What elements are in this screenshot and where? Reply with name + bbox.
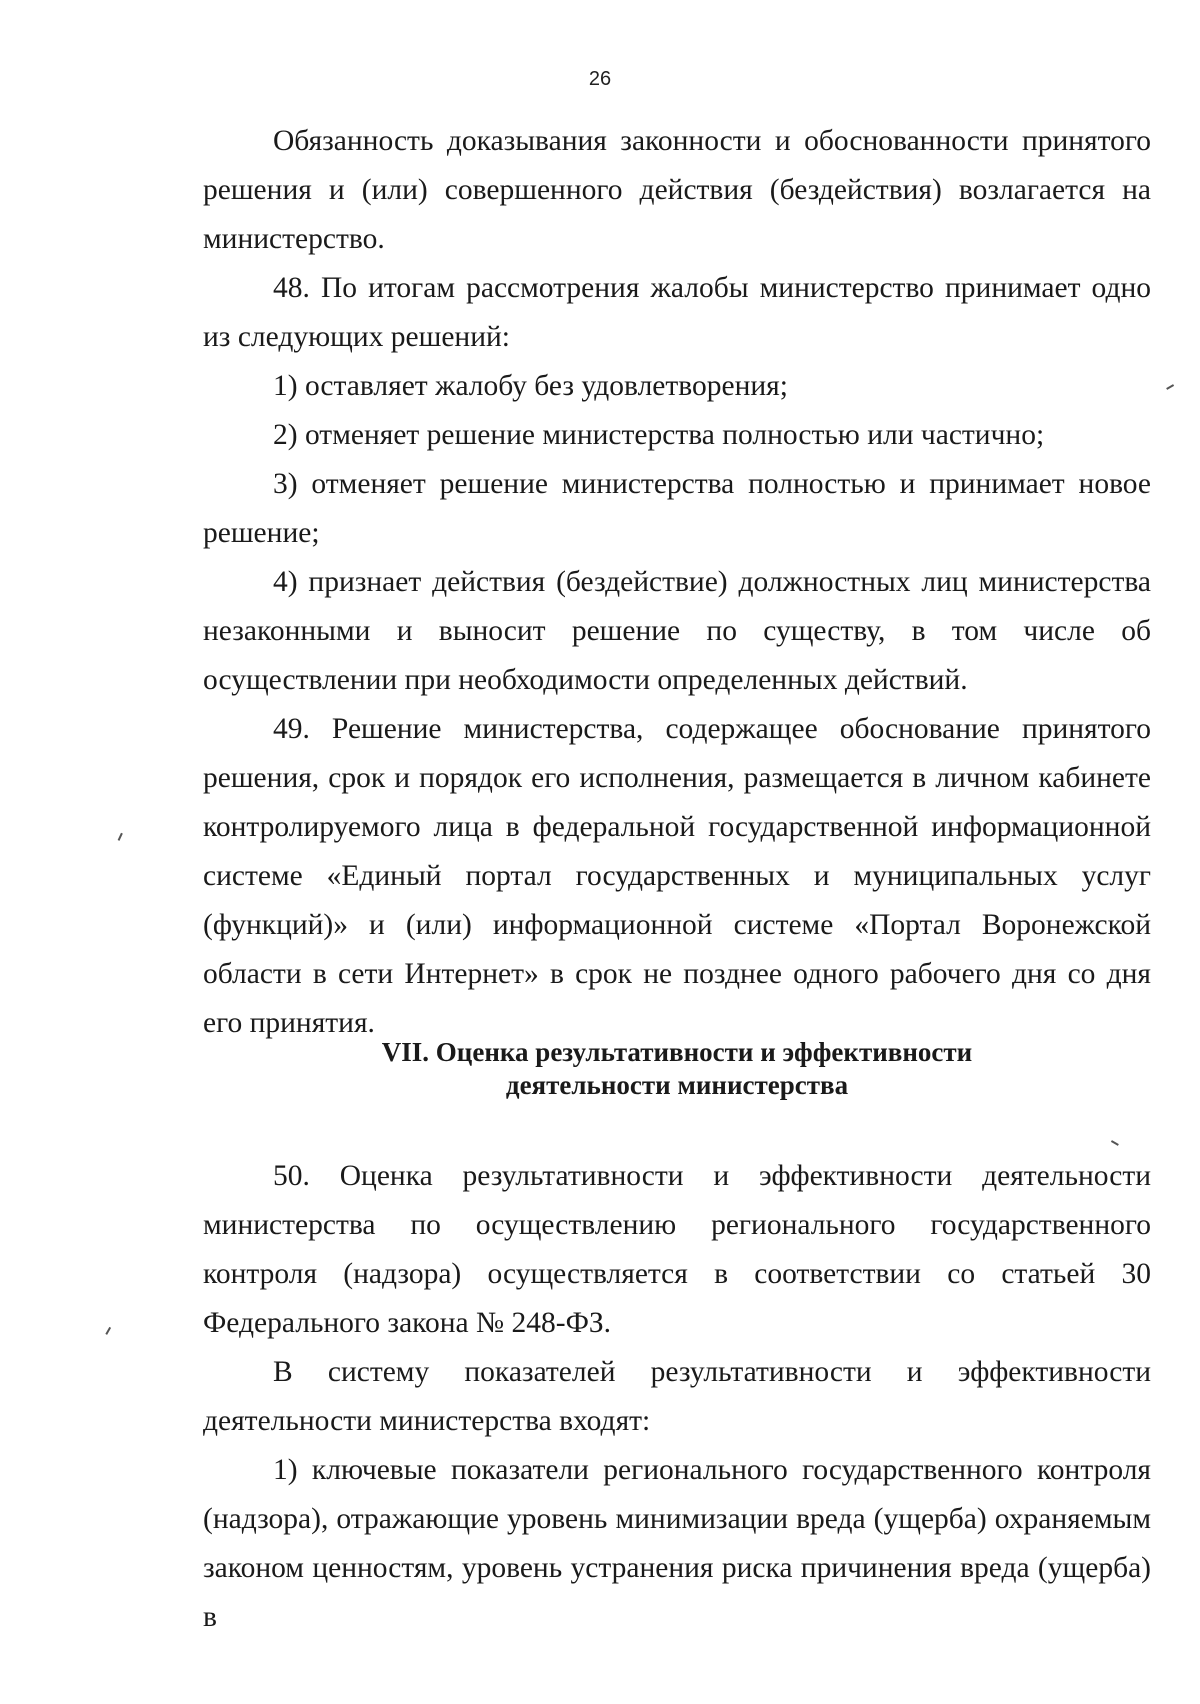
scan-mark: [118, 833, 123, 841]
scan-mark: [1111, 1140, 1119, 1145]
paragraph-burden-of-proof: Обязанность доказывания законности и обоснованности принятого решения и (или) совершенного действия (бездействия) возлагается на министерство.: [203, 125, 1151, 255]
paragraph-50: 50. Оценка результативности и эффективности деятельности министерства по осуществлению регионального государственного контроля (надзора) осуществляется в соответствии со статьей 30 Федерального закона № 248-ФЗ.: [203, 1160, 1151, 1339]
body-text-bottom: [203, 1152, 1151, 1642]
list-item-1: 1) оставляет жалобу без удовлетворения;: [273, 370, 788, 402]
section-heading-line-2: деятельности министерства: [505, 1070, 849, 1100]
section-heading-line-1: VII. Оценка результативности и эффективности: [381, 1037, 973, 1067]
paragraph-48: 48. По итогам рассмотрения жалобы министерство принимает одно из следующих решений:: [203, 272, 1151, 353]
paragraph-indicators-intro: В систему показателей результативности и эффективности деятельности министерства входят:: [203, 1356, 1151, 1437]
section-heading: [203, 1036, 1151, 1102]
list-item-3: 3) отменяет решение министерства полностью и принимает новое решение;: [203, 468, 1151, 549]
list-item-4: 4) признает действия (бездействие) должностных лиц министерства незаконными и выносит решение по существу, в том числе об осуществлении при необходимости определенных действий.: [203, 566, 1151, 696]
list-item-2: 2) отменяет решение министерства полностью или частично;: [273, 419, 1045, 451]
scan-mark: [105, 1327, 110, 1335]
scan-mark: [1166, 384, 1174, 389]
page-number: 26: [588, 68, 612, 90]
body-text-top: [203, 117, 1151, 1048]
paragraph-49: 49. Решение министерства, содержащее обоснование принятого решения, срок и порядок его исполнения, размещается в личном кабинете контролируемого лица в федеральной государственной информационной системе «Единый портал государственных и муниципальных услуг (функций)» и (или) информационной системе «Портал Воронежской области в сети Интернет» в срок не позднее одного рабочего дня со дня его принятия.: [203, 713, 1151, 1039]
paragraph-indicators-item-1: 1) ключевые показатели регионального государственного контроля (надзора), отражающие уровень минимизации вреда (ущерба) охраняемым законом ценностям, уровень устранения риска причинения вреда (ущерба) в: [203, 1454, 1151, 1633]
